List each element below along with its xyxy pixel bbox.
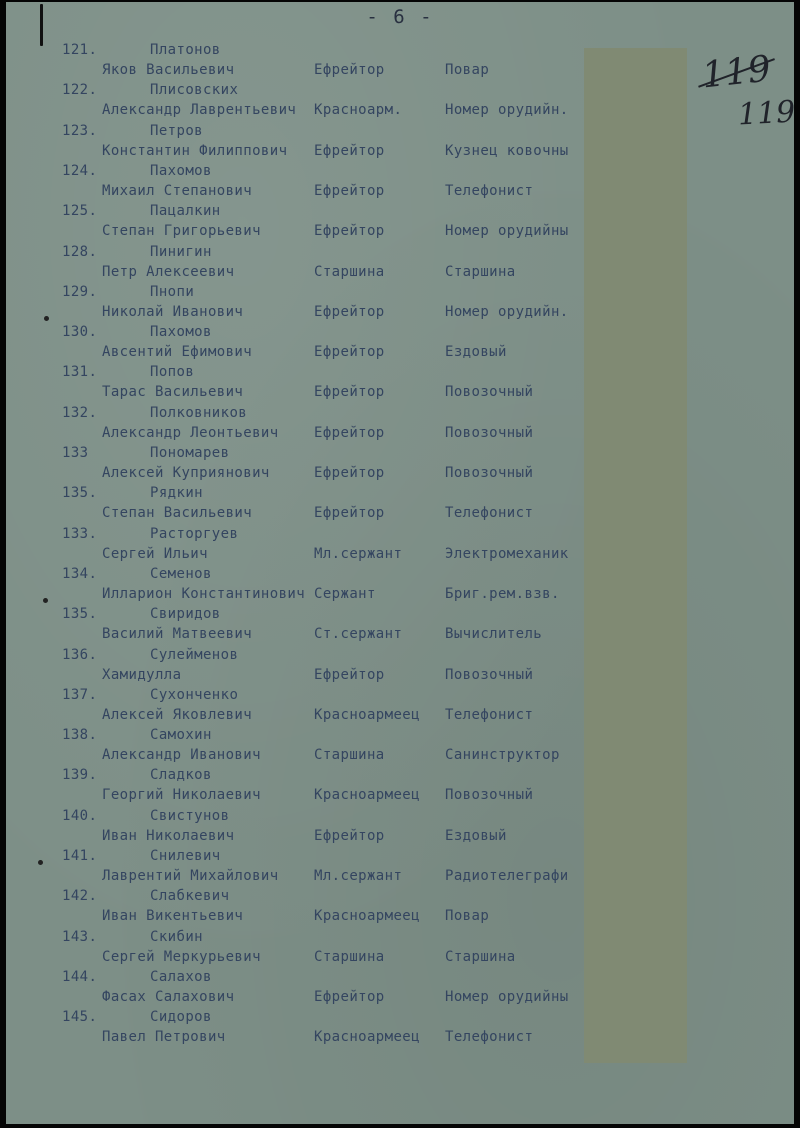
duty-position: Бриг.рем.взв. — [445, 585, 560, 602]
given-name: Лаврентий Михайлович — [102, 868, 279, 884]
entry-number: 129. — [62, 283, 98, 300]
given-name: Степан Григорьевич — [102, 223, 261, 240]
rank: Ст.сержант — [314, 626, 403, 643]
surname: Пахомов — [150, 162, 212, 179]
surname: Пацалкин — [150, 203, 221, 220]
duty-position: Повозочный — [445, 384, 534, 401]
duty-position: Телефонист — [445, 1029, 534, 1046]
entry-number: 141. — [62, 848, 98, 864]
rank: Ефрейтор — [314, 182, 385, 199]
rank: Ефрейтор — [314, 142, 385, 159]
rank: Красноармеец — [314, 908, 420, 925]
folio-number-crossed-out: 119 — [700, 48, 773, 97]
given-name: Петр Алексеевич — [102, 263, 235, 280]
surname: Попов — [150, 364, 195, 381]
given-name: Константин Филиппович — [102, 142, 288, 159]
duty-position: Номер орудийны — [445, 223, 569, 240]
rank: Ефрейтор — [314, 666, 385, 683]
duty-position: Старшина — [445, 948, 516, 965]
rank: Красноарм. — [314, 102, 403, 119]
rank: Красноармеец — [314, 1029, 420, 1046]
surname: Платонов — [150, 42, 221, 58]
rank: Ефрейтор — [314, 505, 385, 522]
surname: Самохин — [150, 727, 212, 744]
given-name: Василий Матвеевич — [102, 626, 253, 643]
page-number: - 6 - — [366, 6, 434, 28]
surname: Петров — [150, 122, 203, 139]
surname: Пнопи — [150, 283, 195, 300]
rank: Красноармеец — [314, 787, 420, 804]
entry-number: 134. — [62, 565, 98, 582]
redacted-column-block — [584, 48, 687, 1063]
entry-number: 130. — [62, 324, 98, 341]
entry-number: 138. — [62, 727, 98, 744]
entry-number: 139. — [62, 767, 98, 784]
duty-position: Повар — [445, 62, 490, 78]
surname: Пинигин — [150, 243, 212, 260]
duty-position: Электромеханик — [445, 545, 569, 562]
duty-position: Повозочный — [445, 465, 534, 481]
duty-position: Телефонист — [445, 706, 534, 723]
given-name: Илларион Константинович — [102, 585, 306, 602]
rank: Старшина — [314, 747, 385, 764]
given-name: Фасах Салахович — [102, 988, 235, 1005]
surname: Пахомов — [150, 324, 212, 341]
entry-number: 135. — [62, 606, 98, 623]
duty-position: Повозочный — [445, 787, 534, 804]
duty-position: Старшина — [445, 263, 516, 280]
given-name: Александр Леонтьевич — [102, 424, 279, 441]
rank: Ефрейтор — [314, 988, 385, 1005]
surname: Пономарев — [150, 445, 230, 461]
given-name: Иван Николаевич — [102, 827, 235, 844]
given-name: Николай Иванович — [102, 303, 244, 320]
surname: Расторгуев — [150, 525, 239, 542]
duty-position: Санинструктор — [445, 747, 560, 764]
surname: Снилевич — [150, 848, 221, 864]
surname: Полковников — [150, 404, 248, 421]
duty-position: Кузнец ковочны — [445, 142, 569, 159]
surname: Салахов — [150, 968, 212, 985]
duty-position: Телефонист — [445, 182, 534, 199]
given-name: Александр Лаврентьевич — [102, 102, 297, 119]
entry-number: 131. — [62, 364, 98, 381]
entry-number: 144. — [62, 968, 98, 985]
rank: Ефрейтор — [314, 223, 385, 240]
given-name: Сергей Ильич — [102, 545, 208, 562]
entry-number: 133 — [62, 445, 89, 461]
rank: Мл.сержант — [314, 545, 403, 562]
entry-number: 123. — [62, 122, 98, 139]
rank: Ефрейтор — [314, 344, 385, 361]
duty-position: Радиотелеграфи — [445, 868, 569, 884]
surname: Сухонченко — [150, 686, 239, 703]
surname: Плисовских — [150, 82, 239, 99]
rank: Сержант — [314, 585, 376, 602]
surname: Семенов — [150, 565, 212, 582]
entry-number: 143. — [62, 928, 98, 945]
rank: Ефрейтор — [314, 384, 385, 401]
rank: Мл.сержант — [314, 868, 403, 884]
duty-position: Номер орудийны — [445, 988, 569, 1005]
surname: Сладков — [150, 767, 212, 784]
surname: Свиридов — [150, 606, 221, 623]
surname: Скибин — [150, 928, 203, 945]
duty-position: Повар — [445, 908, 490, 925]
entry-number: 132. — [62, 404, 98, 421]
folio-number: 119 — [737, 94, 797, 133]
rank: Ефрейтор — [314, 62, 385, 78]
entry-number: 136. — [62, 646, 98, 663]
given-name: Георгий Николаевич — [102, 787, 261, 804]
duty-position: Вычислитель — [445, 626, 543, 643]
surname: Сулейменов — [150, 646, 239, 663]
entry-number: 128. — [62, 243, 98, 260]
rank: Старшина — [314, 263, 385, 280]
entry-number: 135. — [62, 485, 98, 502]
given-name: Яков Васильевич — [102, 62, 235, 78]
duty-position: Ездовый — [445, 827, 507, 844]
rank: Старшина — [314, 948, 385, 965]
rank: Ефрейтор — [314, 424, 385, 441]
surname: Слабкевич — [150, 888, 230, 905]
given-name: Михаил Степанович — [102, 182, 253, 199]
rank: Ефрейтор — [314, 465, 385, 481]
given-name: Сергей Меркурьевич — [102, 948, 261, 965]
duty-position: Повозочный — [445, 424, 534, 441]
entry-number: 121. — [62, 42, 98, 58]
entry-number: 122. — [62, 82, 98, 99]
surname: Сидоров — [150, 1009, 212, 1026]
duty-position: Повозочный — [445, 666, 534, 683]
surname: Рядкин — [150, 485, 203, 502]
duty-position: Номер орудийн. — [445, 303, 569, 320]
surname: Свистунов — [150, 807, 230, 824]
entry-number: 133. — [62, 525, 98, 542]
given-name: Хамидулла — [102, 666, 182, 683]
given-name: Авсентий Ефимович — [102, 344, 253, 361]
given-name: Иван Викентьевич — [102, 908, 244, 925]
entry-number: 145. — [62, 1009, 98, 1026]
duty-position: Ездовый — [445, 344, 507, 361]
entry-number: 142. — [62, 888, 98, 905]
entry-number: 140. — [62, 807, 98, 824]
rank: Ефрейтор — [314, 303, 385, 320]
duty-position: Номер орудийн. — [445, 102, 569, 119]
given-name: Александр Иванович — [102, 747, 261, 764]
entry-number: 137. — [62, 686, 98, 703]
given-name: Алексей Яковлевич — [102, 706, 253, 723]
entry-number: 124. — [62, 162, 98, 179]
rank: Ефрейтор — [314, 827, 385, 844]
given-name: Степан Васильевич — [102, 505, 253, 522]
given-name: Алексей Куприянович — [102, 465, 270, 481]
given-name: Тарас Васильевич — [102, 384, 244, 401]
duty-position: Телефонист — [445, 505, 534, 522]
entry-number: 125. — [62, 203, 98, 220]
rank: Красноармеец — [314, 706, 420, 723]
given-name: Павел Петрович — [102, 1029, 226, 1046]
